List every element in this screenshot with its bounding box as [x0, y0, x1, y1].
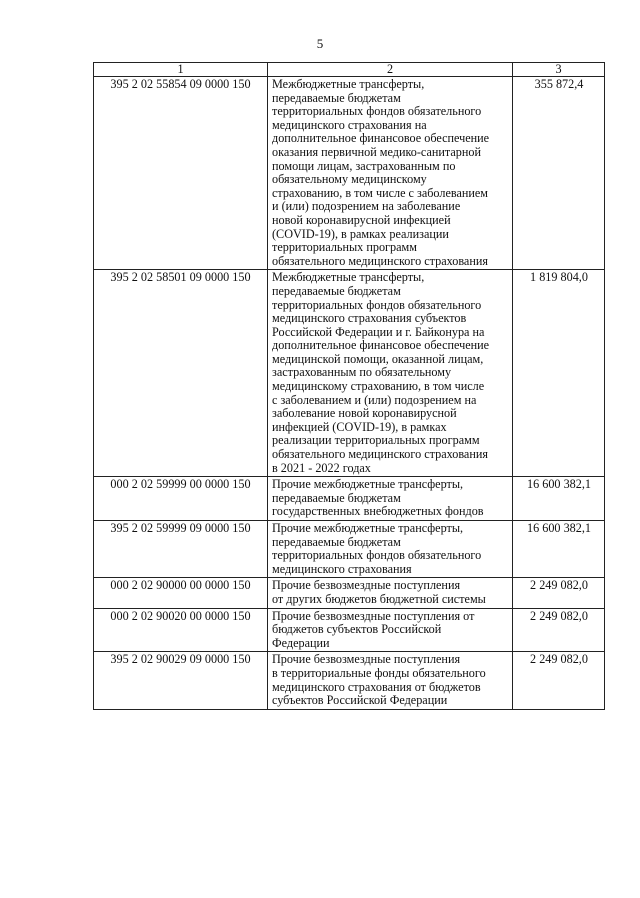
description-cell: [268, 652, 513, 709]
description-line: медицинской помощи, оказанной лицам,: [272, 351, 484, 366]
description-line: территориальных фондов обязательного: [272, 104, 482, 119]
description-line: дополнительное финансовое обеспечение: [272, 338, 490, 353]
description-line: медицинского страхования на: [272, 117, 427, 132]
table-row: [94, 608, 605, 652]
table-header-row: [94, 63, 605, 77]
description-line: Российской Федерации и г. Байконура на: [272, 324, 485, 339]
table-row: [94, 521, 605, 578]
description-line: (COVID-19), в рамках реализации: [272, 226, 449, 241]
description-line: бюджетов субъектов Российской: [272, 622, 442, 637]
description-line: медицинского страхования от бюджетов: [272, 679, 481, 694]
amount-cell: 16 600 382,1: [513, 477, 605, 521]
column-header-1: 1: [94, 63, 268, 77]
description-line: передаваемые бюджетам: [272, 534, 401, 549]
description-line: и (или) подозрением на заболевание: [272, 199, 461, 214]
description-line: оказания первичной медико-санитарной: [272, 144, 482, 159]
description-cell: [268, 270, 513, 477]
budget-code-cell: 395 2 02 90029 09 0000 150: [94, 652, 268, 709]
description-line: с заболеванием и (или) подозрением на: [272, 392, 477, 407]
description-line: государственных внебюджетных фондов: [272, 504, 484, 519]
budget-code-cell: 395 2 02 55854 09 0000 150: [94, 77, 268, 270]
description-line: Прочие безвозмездные поступления: [272, 578, 461, 593]
description-line: обязательного медицинского страхования: [272, 253, 488, 268]
budget-code-cell: 395 2 02 59999 09 0000 150: [94, 521, 268, 578]
description-line: обязательного медицинского страхования: [272, 447, 488, 462]
description-cell: [268, 578, 513, 608]
description-line: дополнительное финансовое обеспечение: [272, 131, 490, 146]
table-row: [94, 578, 605, 608]
description-line: Прочие межбюджетные трансферты,: [272, 521, 464, 535]
description-line: страхованию, в том числе с заболеванием: [272, 185, 489, 200]
description-line: передаваемые бюджетам: [272, 283, 401, 298]
description-line: Федерации: [272, 635, 330, 650]
description-cell: [268, 477, 513, 521]
description-line: Прочие межбюджетные трансферты,: [272, 477, 464, 492]
budget-code-cell: 000 2 02 90020 00 0000 150: [94, 608, 268, 652]
page-number: 5: [316, 36, 324, 51]
description-line: субъектов Российской Федерации: [272, 693, 448, 708]
description-line: медицинского страхования: [272, 561, 412, 576]
column-header-2: 2: [268, 63, 513, 77]
description-line: передаваемые бюджетам: [272, 90, 401, 105]
table-row: [94, 477, 605, 521]
description-line: в 2021 - 2022 годах: [272, 460, 371, 475]
amount-cell: 355 872,4: [513, 77, 605, 270]
description-line: от других бюджетов бюджетной системы: [272, 591, 486, 606]
description-line: территориальных фондов обязательного: [272, 297, 482, 312]
description-line: передаваемые бюджетам: [272, 490, 401, 505]
description-cell: [268, 608, 513, 652]
table-body: [94, 77, 605, 710]
description-line: медицинскому страхованию, в том числе: [272, 379, 485, 394]
budget-code-cell: 395 2 02 58501 09 0000 150: [94, 270, 268, 477]
budget-code-cell: 000 2 02 90000 00 0000 150: [94, 578, 268, 608]
amount-cell: 2 249 082,0: [513, 652, 605, 709]
amount-cell: 16 600 382,1: [513, 521, 605, 578]
description-line: в территориальные фонды обязательного: [272, 665, 486, 680]
budget-table: [93, 62, 605, 710]
description-cell: [268, 521, 513, 578]
description-line: Прочие безвозмездные поступления: [272, 652, 461, 667]
description-line: обязательному медицинскому: [272, 172, 427, 187]
description-line: новой коронавирусной инфекцией: [272, 212, 451, 227]
table-row: [94, 270, 605, 477]
amount-cell: 2 249 082,0: [513, 578, 605, 608]
description-line: застрахованным по обязательному: [272, 365, 452, 380]
table-row: [94, 77, 605, 270]
description-line: территориальных фондов обязательного: [272, 548, 482, 563]
description-line: Межбюджетные трансферты,: [272, 270, 425, 285]
amount-cell: 2 249 082,0: [513, 608, 605, 652]
description-line: Прочие безвозмездные поступления от: [272, 608, 475, 623]
description-line: территориальных программ: [272, 240, 417, 255]
budget-code-cell: 000 2 02 59999 00 0000 150: [94, 477, 268, 521]
description-line: реализации территориальных программ: [272, 433, 480, 448]
column-header-3: 3: [513, 63, 605, 77]
description-cell: [268, 77, 513, 270]
amount-cell: 1 819 804,0: [513, 270, 605, 477]
description-line: помощи лицам, застрахованным по: [272, 158, 456, 173]
description-line: инфекцией (COVID-19), в рамках: [272, 419, 447, 434]
description-line: заболевание новой коронавирусной: [272, 406, 457, 421]
description-line: Межбюджетные трансферты,: [272, 77, 425, 91]
description-line: медицинского страхования субъектов: [272, 311, 467, 326]
table-row: [94, 652, 605, 709]
